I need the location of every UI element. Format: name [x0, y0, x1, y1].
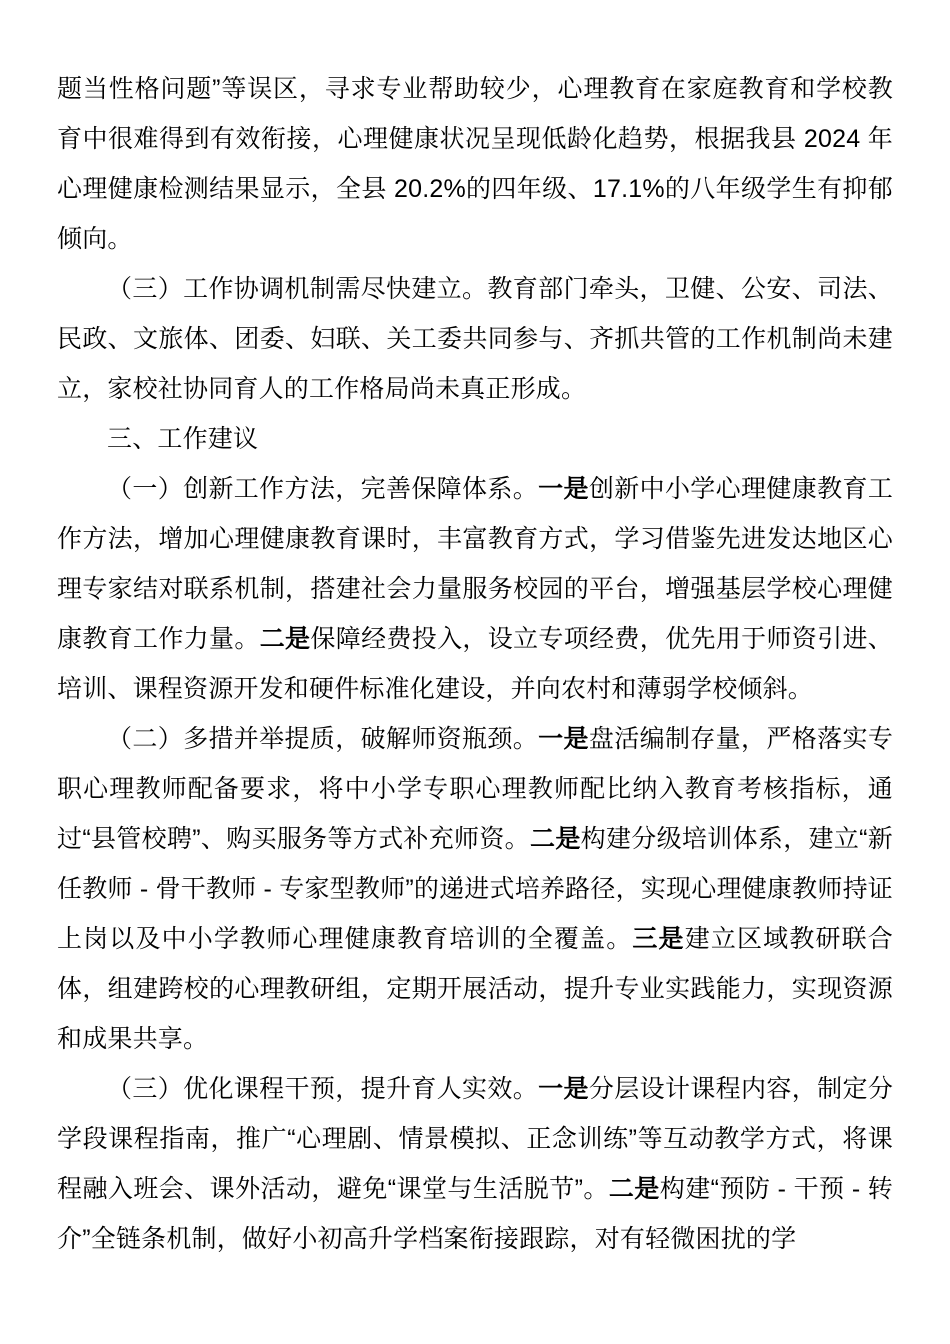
para-continuation-depression-stats: [57, 64, 893, 264]
text-run: 保障经费投入，设立专项经费，优先用于师资引进、培训、课程资源开发和硬件标准化建设，并向农村和薄弱学校倾斜。: [57, 625, 894, 703]
emphasis-run: 三是: [632, 925, 685, 953]
emphasis-run: 一是: [538, 725, 589, 753]
para-issue-three-coordination: [57, 264, 893, 414]
text-run: 创新中小学心理健康教育工作方法，增加心理健康教育课时，丰富教育方式，学习借鉴先进发达地区心理专家结对联系机制，搭建社会力量服务校园的平台，增强基层学校心理健康教育工作力量。: [57, 475, 894, 653]
emphasis-run: 二是: [608, 1175, 660, 1203]
emphasis-run: 一是: [538, 1075, 589, 1103]
text-run: 构建分级培训体系，建立“新任教师 - 骨干教师 - 专家型教师”的递进式培养路径，实现心理健康教师持证上岗以及中小学教师心理健康教育培训的全覆盖。: [57, 825, 893, 953]
heading-work-suggestions: [57, 414, 893, 464]
text-run: 三、工作建议: [107, 425, 259, 453]
para-suggestion-two: [57, 714, 893, 1064]
document-body: [57, 64, 893, 1264]
text-run: （一）创新工作方法，完善保障体系。: [107, 475, 539, 503]
text-run: 构建“预防 - 干预 - 转介”全链条机制，做好小初高升学档案衔接跟踪，对有轻微困扰的学: [57, 1175, 893, 1253]
emphasis-run: 一是: [538, 475, 589, 503]
text-run: 分层设计课程内容，制定分学段课程指南，推广“心理剧、情景模拟、正念训练”等互动教学方式，将课程融入班会、课外活动，避免“课堂与生活脱节”。: [57, 1075, 894, 1203]
emphasis-run: 二是: [259, 625, 311, 653]
text-run: 建立区域教研联合体，组建跨校的心理教研组，定期开展活动，提升专业实践能力，实现资源和成果共享。: [57, 925, 893, 1053]
text-run: 题当性格问题”等误区，寻求专业帮助较少，心理教育在家庭教育和学校教育中很难得到有效衔接，心理健康状况呈现低龄化趋势，根据我县 2024 年心理健康检测结果显示，全县 20.2%的四年级、17.1%的八年级学生有抑郁倾向。: [57, 75, 893, 253]
text-run: （三）工作协调机制需尽快建立。教育部门牵头，卫健、公安、司法、民政、文旅体、团委、妇联、关工委共同参与、齐抓共管的工作机制尚未建立，家校社协同育人的工作格局尚未真正形成。: [57, 275, 893, 403]
emphasis-run: 二是: [530, 825, 581, 853]
text-run: （三）优化课程干预，提升育人实效。: [107, 1075, 539, 1103]
text-run: 盘活编制存量，严格落实专职心理教师配备要求，将中小学专职心理教师配比纳入教育考核指标，通过“县管校聘”、购买服务等方式补充师资。: [57, 725, 894, 853]
para-suggestion-one: [57, 464, 893, 714]
text-run: （二）多措并举提质，破解师资瓶颈。: [107, 725, 539, 753]
para-suggestion-three: [57, 1064, 893, 1264]
